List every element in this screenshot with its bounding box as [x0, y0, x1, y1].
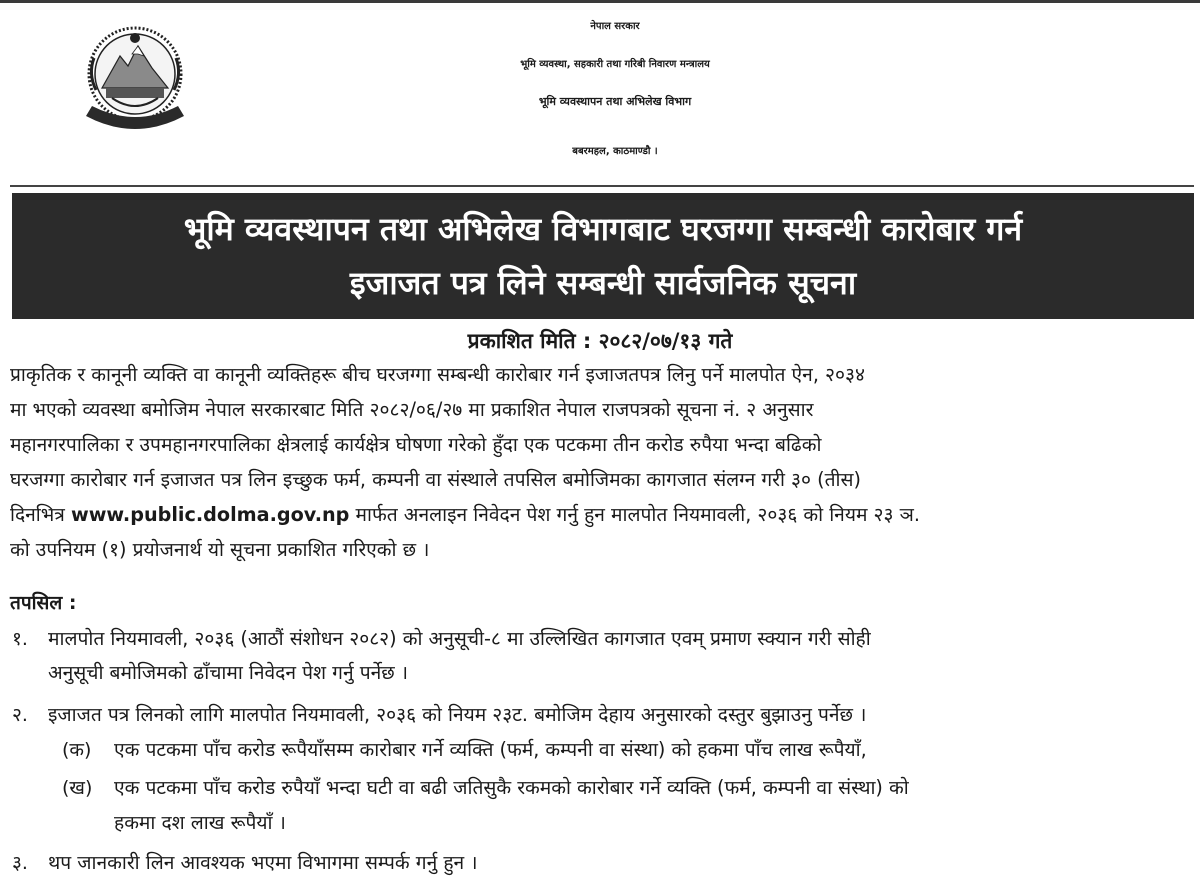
body-line: को उपनियम (१) प्रयोजनार्थ यो सूचना प्रकाशित गरिएको छ ।: [10, 538, 430, 561]
item-1-line-2: अनुसूची बमोजिमको ढाँचामा निवेदन पेश गर्नु पर्नेछ ।: [48, 661, 409, 684]
ministry-name: भूमि व्यवस्था, सहकारी तथा गरिबी निवारण मन्त्रालय: [520, 59, 710, 70]
sub-item-b-line-2: हकमा दश लाख रूपैयाँ ।: [114, 811, 286, 834]
item-2-line-1: इजाजत पत्र लिनको लागि मालपोत नियमावली, २०३६ को नियम २३ट. बमोजिम देहाय अनुसारको दस्तुर बुझाउनु पर्नेछ ।: [48, 703, 867, 726]
notice-title-line-1: भूमि व्यवस्थापन तथा अभिलेख विभागबाट घरजग्गा सम्बन्धी कारोबार गर्न: [183, 210, 1023, 248]
schedule-heading: तपसिल :: [10, 592, 77, 614]
nepal-government-emblem: [72, 18, 198, 138]
item-1-line-1: मालपोत नियमावली, २०३६ (आठौं संशोधन २०८२) को अनुसूची-८ मा उल्लिखित कागजात एवम् प्रमाण स्क्यान गरी सोही: [48, 627, 871, 650]
sub-item-label: (क): [62, 739, 92, 761]
body-line: महानगरपालिका र उपमहानगरपालिका क्षेत्रलाई कार्यक्षेत्र घोषणा गरेको हुँदा एक पटकमा तीन करोड रुपैया भन्दा बढिको: [10, 433, 822, 456]
top-border: [0, 0, 1200, 3]
body-line: घरजग्गा कारोबार गर्न इजाजत पत्र लिन इच्छुक फर्म, कम्पनी वा संस्थाले तपसिल बमोजिमका कागजात संलग्न गरी ३० (तीस): [10, 468, 861, 491]
publish-date: प्रकाशित मिति : २०८२/०७/१३ गते: [467, 329, 733, 353]
item-3-line-1: थप जानकारी लिन आवश्यक भएमा विभागमा सम्पर्क गर्नु हुन ।: [48, 851, 478, 874]
body-line: [10, 500, 920, 530]
sub-item-b-line-1: एक पटकमा पाँच करोड रुपैयाँ भन्दा घटी वा बढी जतिसुकै रकमको कारोबार गर्ने व्यक्ति (फर्म, कम्पनी वा संस्था) को: [114, 776, 909, 799]
item-number: ३.: [12, 852, 28, 874]
department-name: भूमि व्यवस्थापन तथा अभिलेख विभाग: [538, 95, 692, 108]
portal-url-link[interactable]: www.public.dolma.gov.np: [70, 503, 350, 526]
government-name: नेपाल सरकार: [590, 21, 640, 32]
sub-item-a-text: एक पटकमा पाँच करोड रूपैयाँसम्म कारोबार गर्ने व्यक्ति (फर्म, कम्पनी वा संस्था) को हकमा पाँच लाख रूपैयाँ,: [114, 738, 867, 761]
body-text: दिनभित्र: [10, 503, 71, 526]
item-number: १.: [12, 628, 28, 650]
notice-title-banner: [12, 193, 1194, 319]
body-text: मार्फत अनलाइन निवेदन पेश गर्नु हुन मालपोत नियमावली, २०३६ को नियम २३ ञ.: [349, 503, 920, 526]
department-address: बबरमहल, काठमाण्डौ ।: [572, 146, 658, 157]
item-number: २.: [12, 704, 28, 726]
notice-title-line-2: इजाजत पत्र लिने सम्बन्धी सार्वजनिक सूचना: [349, 264, 857, 302]
header-divider: [10, 185, 1194, 187]
body-line: मा भएको व्यवस्था बमोजिम नेपाल सरकारबाट मिति २०८२/०६/२७ मा प्रकाशित नेपाल राजपत्रको सूचना नं. २ अनुसार: [10, 398, 814, 421]
body-line: प्राकृतिक र कानूनी व्यक्ति वा कानूनी व्यक्तिहरू बीच घरजग्गा सम्बन्धी कारोबार गर्न इजाजतपत्र लिनु पर्ने मालपोत ऐन, २०३४: [10, 363, 865, 386]
sub-item-label: (ख): [62, 777, 93, 799]
